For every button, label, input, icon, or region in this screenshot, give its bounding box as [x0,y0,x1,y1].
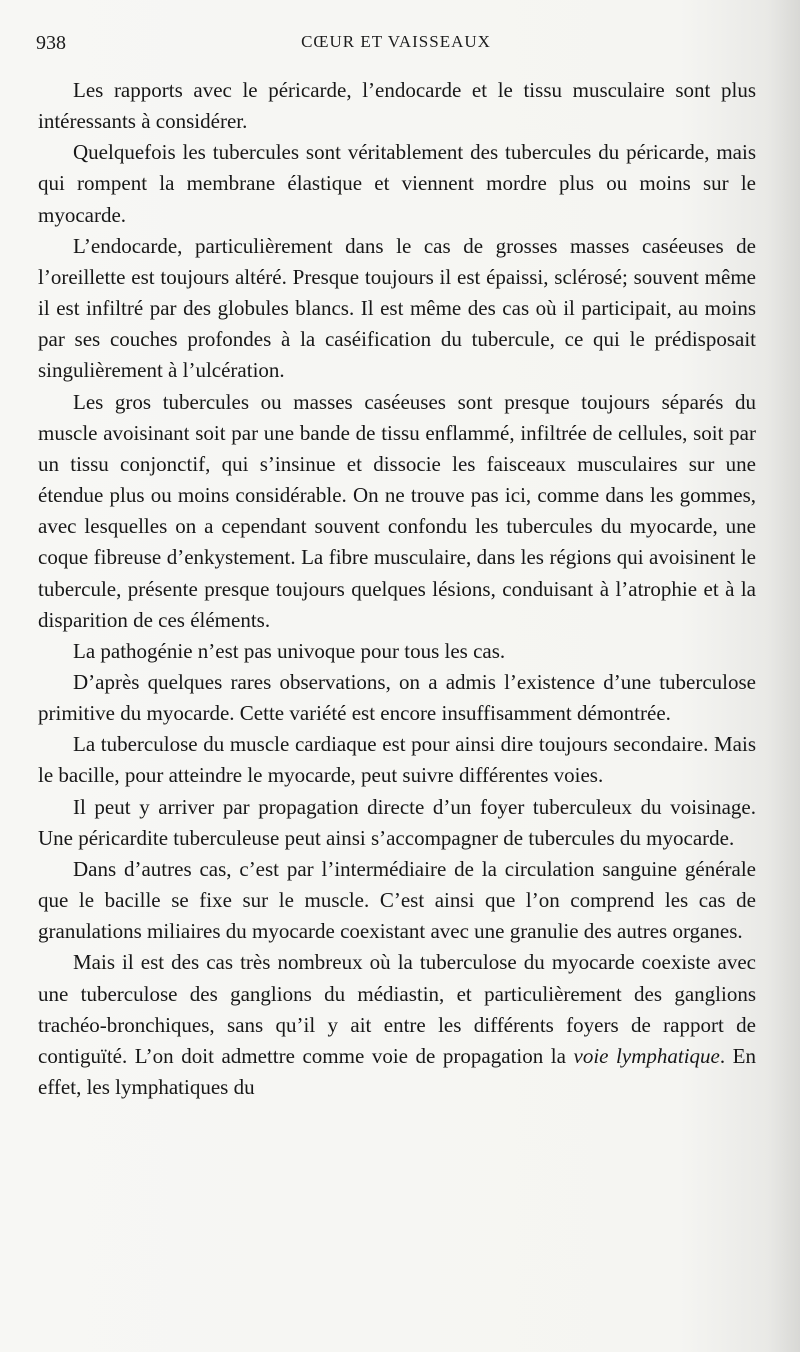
paragraph: Quelquefois les tubercules sont véritablement des tubercules du péricarde, mais qui rompent la membrane élastique et viennent mordre plus ou moins sur le myocarde. [38,140,756,227]
paragraph: Les gros tubercules ou masses caséeuses sont presque toujours séparés du muscle avoisinant soit par une bande de tissu enflammé, infiltrée de cellules, soit par un tissu conjonctif, qui s’insinue et dissocie les faisceaux musculaires sur une étendue plus ou moins considérable. On ne trouve pas ici, comme dans les gommes, avec lesquelles on a cependant souvent confondu les tubercules du myocarde, une coque fibreuse d’enkystement. La fibre musculaire, dans les régions qui avoisinent le tubercule, présente presque toujours quelques lésions, conduisant à l’atrophie et à la disparition de ces éléments. [38,389,756,632]
paragraph-last [38,947,756,1103]
paragraph: La tuberculose du muscle cardiaque est pour ainsi dire toujours secondaire. Mais le bacille, pour atteindre le myocarde, peut suivre différentes voies. [38,732,756,788]
paragraph-text: Mais il est des cas très nombreux où la tuberculose du myocarde coexiste avec une tuberculose des ganglions du médiastin, et particulièrement des ganglions trachéo-bronchiques, sans qu’il y ait entre les différents foyers de rapport de contiguïté. L’on doit admettre comme voie de propagation la [38,950,756,1068]
italic-term: voie lymphatique [573,1043,720,1068]
running-head: CŒUR ET VAISSEAUX [301,32,491,51]
paragraph: Dans d’autres cas, c’est par l’intermédiaire de la circulation sanguine générale que le bacille se fixe sur le muscle. C’est ainsi que l’on comprend les cas de granulations miliaires du myocarde coexistant avec une granulie des autres organes. [38,856,756,944]
paragraph: L’endocarde, particulièrement dans le cas de grosses masses caséeuses de l’oreillette est toujours altéré. Presque toujours il est épaissi, sclérosé; souvent même il est infiltré par des globules blancs. Il est même des cas où il participait, au moins par ses couches profondes à la caséification du tubercule, ce qui le prédisposait singulièrement à l’ulcération. [38,233,756,383]
paragraph: Il peut y arriver par propagation directe d’un foyer tuberculeux du voisinage. Une péricardite tuberculeuse peut ainsi s’accompagner de tubercules du myocarde. [38,794,756,850]
paragraph: D’après quelques rares observations, on a admis l’existence d’une tuberculose primitive du myocarde. Cette variété est encore insuffisamment démontrée. [38,669,756,726]
paragraph: Les rapports avec le péricarde, l’endocarde et le tissu musculaire sont plus intéressants à considérer. [38,78,756,134]
paragraph-text-end: . En effet, les lymphatiques du [38,1043,756,1099]
page-number: 938 [36,32,66,54]
page-header [36,32,756,58]
body-text [38,75,756,1103]
paragraph: La pathogénie n’est pas univoque pour tous les cas. [73,638,506,663]
